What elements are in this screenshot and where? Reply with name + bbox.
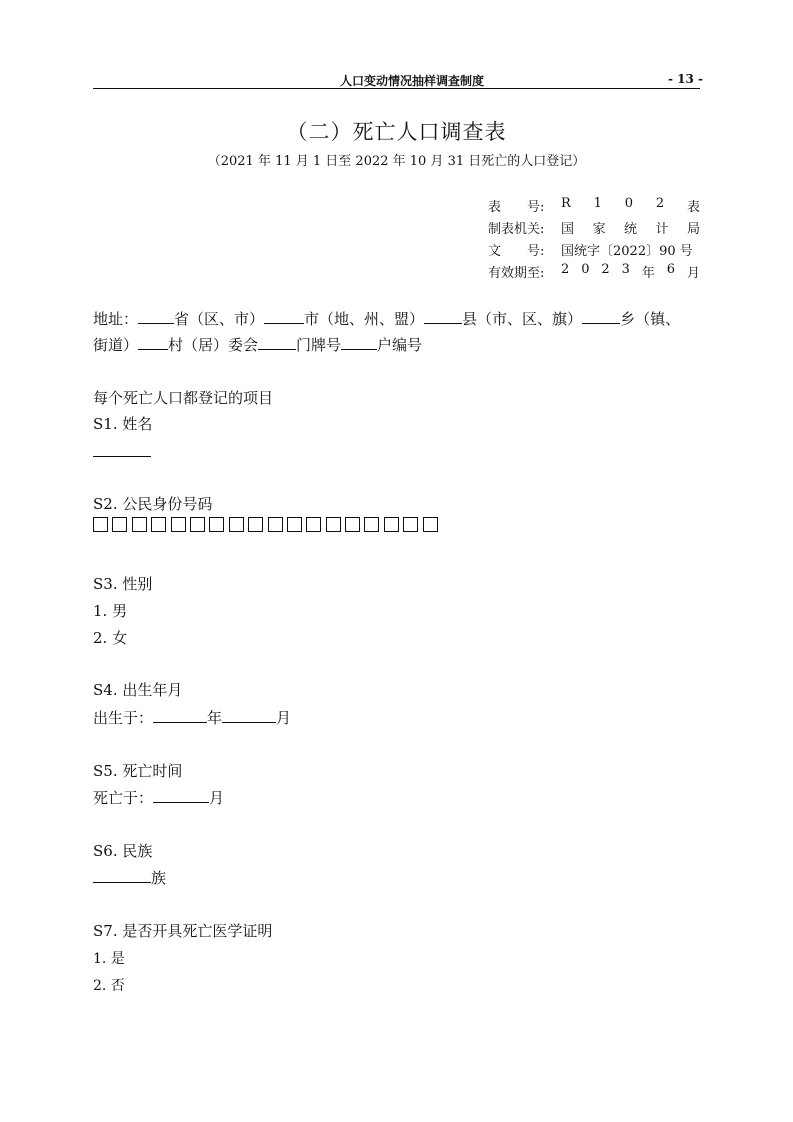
s4-label: S4. 出生年月 xyxy=(93,681,183,699)
meta-char: 0 xyxy=(581,262,590,277)
id-digit-box[interactable] xyxy=(171,517,186,532)
address-line-1 xyxy=(93,308,680,329)
s5-label: S5. 死亡时间 xyxy=(93,762,183,780)
meta-value xyxy=(561,262,700,281)
month-label: 月 xyxy=(209,789,225,807)
province-label: 省（区、市） xyxy=(174,310,265,328)
s7-label: S7. 是否开具死亡医学证明 xyxy=(93,922,273,940)
meta-char: 计 xyxy=(655,222,669,237)
province-blank[interactable] xyxy=(138,309,174,324)
household-label: 户编号 xyxy=(377,336,423,354)
id-digit-box[interactable] xyxy=(209,517,224,532)
door-label: 门牌号 xyxy=(296,336,342,354)
meta-char: 2 xyxy=(655,196,665,211)
township-blank[interactable] xyxy=(582,309,620,324)
meta-char: 家 xyxy=(592,222,606,237)
meta-char: 月 xyxy=(686,266,700,281)
year-label: 年 xyxy=(207,709,223,727)
meta-char: 0 xyxy=(624,196,634,211)
id-digit-box[interactable] xyxy=(384,517,399,532)
page-number: - 13 - xyxy=(668,72,704,86)
id-number-boxes xyxy=(93,517,442,532)
meta-document-number xyxy=(488,240,700,258)
township-label: 乡（镇、 xyxy=(620,310,681,328)
address-line-2 xyxy=(93,334,422,355)
ethnicity-suffix: 族 xyxy=(151,869,167,887)
id-digit-box[interactable] xyxy=(345,517,360,532)
birth-year-blank[interactable] xyxy=(153,708,207,723)
death-line xyxy=(93,787,224,808)
village-blank[interactable] xyxy=(138,335,168,350)
meta-char: 年 xyxy=(641,266,655,281)
county-blank[interactable] xyxy=(424,309,462,324)
form-title: （二）死亡人口调查表 xyxy=(286,120,507,144)
meta-char: 统 xyxy=(623,222,637,237)
id-digit-box[interactable] xyxy=(326,517,341,532)
gender-option-male[interactable]: 1. 男 xyxy=(93,602,128,620)
meta-value xyxy=(561,218,700,237)
id-digit-box[interactable] xyxy=(93,517,108,532)
meta-char: R xyxy=(561,196,571,211)
id-digit-box[interactable] xyxy=(248,517,263,532)
meta-label: 表 号: xyxy=(488,200,545,215)
id-digit-box[interactable] xyxy=(132,517,147,532)
meta-char: 国 xyxy=(561,222,575,237)
meta-char: 2 xyxy=(601,262,610,277)
gender-option-female[interactable]: 2. 女 xyxy=(93,629,128,647)
death-prefix: 死亡于： xyxy=(93,789,154,807)
id-digit-box[interactable] xyxy=(151,517,166,532)
meta-char: 6 xyxy=(666,262,676,277)
meta-form-number xyxy=(488,196,700,214)
street-label: 街道） xyxy=(93,336,139,354)
s3-label: S3. 性别 xyxy=(93,575,153,593)
ethnicity-line xyxy=(93,867,166,888)
meta-label: 制表机关: xyxy=(488,222,545,237)
form-subtitle: （2021 年 11 月 1 日至 2022 年 10 月 31 日死亡的人口登记） xyxy=(207,154,586,169)
id-digit-box[interactable] xyxy=(403,517,418,532)
meta-char: 2 xyxy=(561,262,570,277)
certificate-option-no[interactable]: 2. 否 xyxy=(93,978,125,994)
meta-char: 局 xyxy=(686,222,700,237)
door-blank[interactable] xyxy=(258,335,296,350)
death-month-blank[interactable] xyxy=(153,788,209,803)
village-label: 村（居）委会 xyxy=(168,336,259,354)
birth-line xyxy=(93,707,291,728)
household-blank[interactable] xyxy=(341,335,377,350)
section-heading: 每个死亡人口都登记的项目 xyxy=(93,389,274,407)
ethnicity-blank[interactable] xyxy=(93,868,151,883)
birth-prefix: 出生于： xyxy=(93,709,154,727)
meta-char: 表 xyxy=(686,200,700,215)
meta-valid-until xyxy=(488,262,700,280)
running-header-title: 人口变动情况抽样调查制度 xyxy=(340,74,485,88)
meta-label: 有效期至: xyxy=(488,266,545,281)
id-digit-box[interactable] xyxy=(229,517,244,532)
month-label: 月 xyxy=(276,709,292,727)
birth-month-blank[interactable] xyxy=(222,708,276,723)
city-blank[interactable] xyxy=(264,309,304,324)
meta-value: 国统字〔2022〕90 号 xyxy=(561,244,693,259)
s1-label: S1. 姓名 xyxy=(93,415,153,433)
meta-issuing-org xyxy=(488,218,700,236)
address-prefix: 地址： xyxy=(93,310,139,328)
id-digit-box[interactable] xyxy=(423,517,438,532)
city-label: 市（地、州、盟） xyxy=(304,310,425,328)
id-digit-box[interactable] xyxy=(306,517,321,532)
meta-char: 3 xyxy=(621,262,630,277)
id-digit-box[interactable] xyxy=(287,517,302,532)
id-digit-box[interactable] xyxy=(364,517,379,532)
name-blank[interactable] xyxy=(93,442,151,457)
meta-label: 文 号: xyxy=(488,244,545,259)
header-rule xyxy=(93,88,700,89)
certificate-option-yes[interactable]: 1. 是 xyxy=(93,951,125,967)
meta-value xyxy=(561,196,700,215)
county-label: 县（市、区、旗） xyxy=(462,310,583,328)
s6-label: S6. 民族 xyxy=(93,842,153,860)
meta-char: 1 xyxy=(593,196,602,211)
id-digit-box[interactable] xyxy=(190,517,205,532)
id-digit-box[interactable] xyxy=(112,517,127,532)
s2-label: S2. 公民身份号码 xyxy=(93,495,213,513)
id-digit-box[interactable] xyxy=(268,517,283,532)
